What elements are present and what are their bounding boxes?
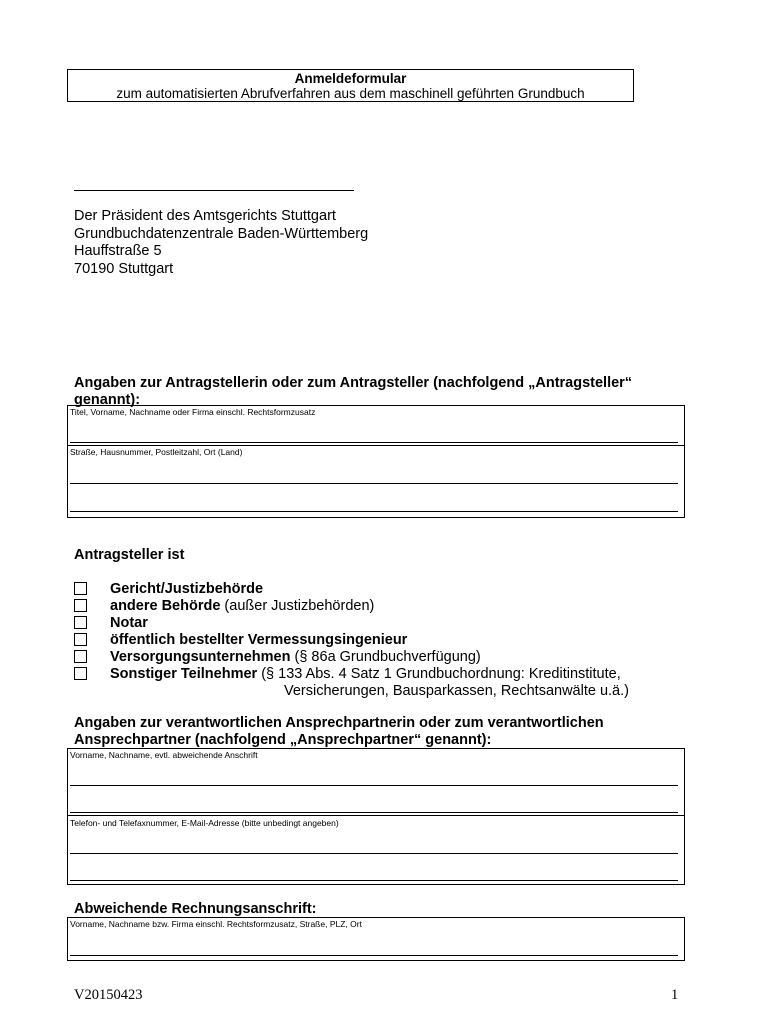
billing-fields-box — [67, 917, 685, 961]
recipient-line-3: Hauffstraße 5 — [74, 243, 162, 259]
contact-heading-line-1: Angaben zur verantwortlichen Ansprechpartnerin oder zum verantwortlichen — [74, 715, 604, 731]
recipient-address — [74, 208, 368, 278]
option-other-participant-continuation: Versicherungen, Bausparkassen, Rechtsanwälte u.ä.) — [284, 683, 629, 699]
applicant-name-label: Titel, Vorname, Nachname oder Firma einschl. Rechtsformzusatz — [70, 407, 316, 417]
billing-heading: Abweichende Rechnungsanschrift: — [74, 901, 317, 917]
option-utility-note: (§ 86a Grundbuchverfügung) — [290, 649, 481, 665]
applicant-heading-line-2: genannt): — [74, 392, 141, 408]
contact-name-field-1[interactable] — [70, 785, 678, 786]
applicant-name-field[interactable] — [70, 442, 678, 443]
checkbox-other-authority[interactable] — [74, 599, 87, 612]
billing-label: Vorname, Nachname bzw. Firma einschl. Rechtsformzusatz, Straße, PLZ, Ort — [70, 919, 362, 929]
recipient-line-2: Grundbuchdatenzentrale Baden-Württemberg — [74, 225, 369, 242]
option-other-authority-note: (außer Justizbehörden) — [220, 598, 375, 614]
option-surveyor-label: öffentlich bestellter Vermessungsingenieur — [110, 632, 408, 648]
checkbox-utility[interactable] — [74, 650, 87, 663]
version-number: V20150423 — [74, 987, 143, 1003]
contact-phone-label: Telefon- und Telefaxnummer, E-Mail-Adresse (bitte unbedingt angeben) — [70, 818, 339, 828]
recipient-line-4: 70190 Stuttgart — [74, 260, 174, 277]
checkbox-notary[interactable] — [74, 616, 87, 629]
applicant-type-heading: Antragsteller ist — [74, 547, 185, 563]
checkbox-court[interactable] — [74, 582, 87, 595]
contact-heading-line-2: Ansprechpartner (nachfolgend „Ansprechpartner“ genannt): — [74, 732, 492, 748]
contact-fields-box — [67, 748, 685, 885]
contact-phone-field-2[interactable] — [70, 880, 678, 881]
recipient-line-1: Der Präsident des Amtsgerichts Stuttgart — [74, 208, 336, 224]
applicant-heading-line-1: Angaben zur Antragstellerin oder zum Antragsteller (nachfolgend „Antragsteller“ — [74, 375, 633, 391]
applicant-address-field-1[interactable] — [70, 483, 678, 484]
option-other-participant-label: Sonstiger Teilnehmer — [110, 666, 258, 682]
applicant-fields-box — [67, 405, 685, 518]
form-title-box — [67, 69, 634, 102]
option-notary-label: Notar — [110, 615, 148, 631]
contact-heading — [74, 715, 604, 749]
applicant-heading — [74, 375, 632, 409]
contact-name-label: Vorname, Nachname, evtl. abweichende Anschrift — [70, 750, 258, 760]
form-title: Anmeldeformular — [294, 71, 407, 86]
applicant-divider — [68, 445, 684, 446]
form-subtitle: zum automatisierten Abrufverfahren aus dem maschinell geführten Grundbuch — [116, 86, 585, 101]
checkbox-other-participant[interactable] — [74, 667, 87, 680]
sender-line — [74, 190, 354, 191]
option-court-label: Gericht/Justizbehörde — [110, 581, 264, 597]
checkbox-surveyor[interactable] — [74, 633, 87, 646]
option-utility-label: Versorgungsunternehmen — [110, 649, 291, 665]
applicant-address-label: Straße, Hausnummer, Postleitzahl, Ort (Land) — [70, 447, 243, 457]
contact-divider — [68, 815, 684, 816]
billing-address-field[interactable] — [70, 955, 678, 956]
option-other-participant-note: (§ 133 Abs. 4 Satz 1 Grundbuchordnung: Kreditinstitute, — [257, 666, 621, 682]
page-number: 1 — [671, 987, 679, 1003]
contact-phone-field-1[interactable] — [70, 853, 678, 854]
contact-name-field-2[interactable] — [70, 812, 678, 813]
option-other-authority-label: andere Behörde — [110, 598, 221, 614]
applicant-address-field-2[interactable] — [70, 511, 678, 512]
